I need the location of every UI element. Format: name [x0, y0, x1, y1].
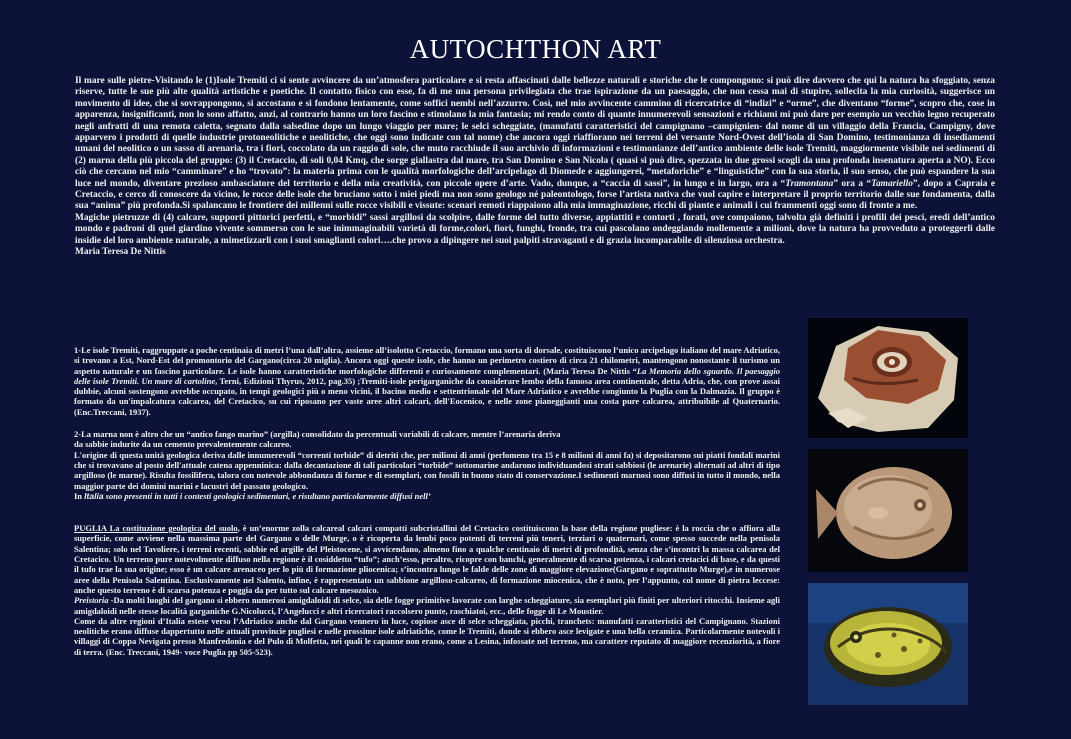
- fish-shaped-stone-photo: [808, 449, 968, 572]
- note-preistoria: Preistoria -Da molti luoghi del gargano si ebbero numerosi amigdaloidi di selce, sia delle fogge primitive lavorate con larghe scheggiature, sia esemplari più finiti per ulteriori ritocchi. Insieme agli amigdaloidi nelle stesse località garganiche G.Nicolucci, l’Angelucci e altri ricercatori raccolsero punte, raschiatoi, ecc., delle fogge di Le Moustier.: [74, 595, 780, 616]
- painted-stone-eye-photo: [808, 318, 968, 438]
- painted-stone-eye-image: [808, 318, 968, 438]
- intro-paragraph-1: Il mare sulle pietre-Visitando le (1)Isole Tremiti ci si sente avvincere da un’atmosfera particolare e si resta affascinati dalle bellezze naturali e storiche che le compongono: si può dire davvero che qui la natura ha sfoggiato, senza riserve, tutte le sue più alte qualità artistiche e poetiche. Il contatto fisico con esse, fa di me una persona privilegiata che trae ispirazione da un paesaggio, che non cessa mai di stupire, sollecita la mia curiosità, suggerisce un movimento di idee, che si sovrappongono, si accostano e si fondono lentamente, come soffici nembi nell’azzurro. Così, nel mio avvincente cammino di ricercatrice di “indizi” e “orme”, che diventano “forme”, scopro che, cose in apparenza, insignificanti, non lo sono affatto, anzi, al contrario hanno un loro fascino e stimolano la mia fantasia; mi rendo conto di quante innumerevoli sensazioni e richiami mi può dare per esempio un vecchio legno recuperato negli anfratti di una remota caletta, segnato dalla salsedine dopo un lungo viaggio per mare; le selci scheggiate, (manufatti caratteristici del campignano –campignien- dal nome di un villaggio della Francia, Campigny, dove apparvero i prodotti di quelle industrie protoneolitiche e neolitiche, che oggi sono indicate con tal nome) che ancora oggi riaffiorano nei terreni del versante Nord-Ovest dell’isola di San Domino, testimonianza di insediamenti umani del neolitico o un sasso di arenaria, tra i fiori, coccolato da un raggio di sole, che muto racchiude il suo archivio di informazioni e testimonianze dell’antico ambiente delle isole Tremiti, maggiormente visibile nei sedimenti di (2) marna della più piccola del gruppo: (3) il Cretaccio, di soli 0,04 Kmq, che sorge giallastra dal mare, tra San Domino e San Nicola ( quasi si può dire, spezzata in due grossi scogli da una profonda insenatura aperta a NO). Ecco ciò che cercano nel mio “camminare” e ho “trovato”: la materia prima con le qualità morfologiche dell’arcipelago di Diomede e aggiungerei, “metaforiche” e “linguistiche” con la sua storia, il suo senso, che può espandere la sua luce nel mondo, diventare prezioso ambasciatore del territorio e della mia creatività, con piccole opere d’arte. Vado, dunque, a “caccia di sassi”, in lungo e in largo, ora a “Tramontana” ora a “Tamariello”, dopo a Capraia e Cretaccio, e cerco di conoscere da vicino, le rocce delle isole che bruciano sotto i miei piedi ma non sono geologo né paleontologo, forse l’artista nativa che vuol capire e interpretare il proprio territorio dalle sue fondamenta, dalla sua “anima” più profonda.Si spalancano le frontiere dei millenni sulle rocce visibili e vissute: scenari remoti riappaiono alla mia immaginazione, ricchi di piante e animali i cui frammenti oggi sono di fronte a me.: [75, 76, 995, 212]
- intro-paragraph-2: Magiche pietruzze di (4) calcare, supporti pittorici perfetti, e “morbidi” sassi argillosi da scolpire, dalle forme del tutto diverse, appiattiti e contorti , forati, ove compaiono, talvolta già definiti i profili dei pesci, eredi dell’antico mondo e padroni di quel giardino vivente sommerso con le sue inimmaginabili varietà di forme,colori, fiori, funghi, fronde, tra cui pascolano ondeggiando mollemente a milioni, dove la natura ha provveduto a proteggerli dalle insidie del loro ambiente naturale, a mimetizzarli con i suoi smaglianti colori….che provo a dipingere nei suoi palpiti stravaganti e di grazia incomparabile di silenziosa orchestra.: [75, 212, 995, 246]
- note-campignano: Come da altre regioni d’Italia estese verso l’Adriatico anche dal Gargano vennero in luce, copiose asce di selce scheggiata, picchi, tranchets: manufatti caratteristici del Campignano. Stazioni neolitiche erano diffuse dappertutto nelle attuali provincie pugliesi e nelle prossime isole adriatiche, come le Tremiti, donde si ebbero asce levigate e una bella ceramica. Particolarmente notevoli i villaggi di Coppa Nevigata presso Manfredonia e del Pulo di Molfetta, nei quali le capanne non erano, come a Lesina, infossate nel terreno, ma carattere reputato di maggiore recenziorità, a fiore di terra. (Enc. Treccani, 1949- voce Puglia pp 505-523).: [74, 615, 780, 657]
- yellow-fish-stone-image: [808, 583, 968, 705]
- note-2-italia: In Italia sono presenti in tutti i contesti geologici sedimentari, e risultano particolarmente diffusi nell’: [74, 490, 431, 501]
- intro-text: [75, 76, 995, 259]
- note-1: 1-Le isole Tremiti, raggruppate a poche centinaia di metri l’una dall’altra, assieme all’isolotto Cretaccio, formano una sorta di dorsale, costituiscono l’unico arcipelago italiano del mare Adriatico, si trovano a Est, Nord-Est del promontorio del Gargano(circa 20 miglia). Ancora oggi queste isole, che hanno un perimetro costiero di circa 21 chilometri, mantengono nonostante il turismo un aspetto naturale e un fascino particolare. Le isole hanno caratteristiche morfologiche differenti e curiosamente complementari. (Maria Teresa De Nittis “La Memoria dello sguardo. Il paesaggio delle isole Tremiti. Un mare di cartoline, Terni, Edizioni Thyrus, 2012, pag.35) ;Tremiti-isole perigarganiche da considerare lembo della famosa area continentale, detta Adria, che, con prove assai dubbie, alcuni sostengono avrebbe occupato, in tempi geologici più o meno vicini, il bacino medio e settentrionale del Mare Adriatico e avrebbe congiunto la Puglia con la Dalmazia. Il gruppo è formato da un'impalcatura calcarea, del Cretacico, su cui riposano per vaste aree altri calcari, dell'Eocenico, e nelle zone pianeggianti una costa pure calcarea, attribuibile al Quaternario. (Enc.Treccani, 1937).: [74, 345, 781, 417]
- page-title: AUTOCHTHON ART: [409, 34, 662, 64]
- note-2-continued: L'origine di questa unità geologica deriva dalle innumerevoli “correnti torbide” di detriti che, per milioni di anni (perlomeno tra 15 e 8 milioni di anni fa) si depositarono sui piatti fondali marini che si trovavano al posto dell'attuale catena appenninica: dalla decantazione di tali particolari “torbide” sottomarine andarono individuandosi strati sabbiosi (le arenarie) alternati ad altri di tipo argilloso (le marne). Risulta fossilifera, talora con notevole abbondanza di forme e di esemplari, con fossili in buono stato di conservazione.I sedimenti marnosi sono diffusi in tutto il mondo, nella maggior parte dei domini marini e lacustri del passato geologico.: [74, 449, 780, 491]
- author-signature: Maria Teresa De Nittis: [75, 247, 166, 258]
- fish-stone-image: [808, 449, 968, 572]
- footnotes: [74, 345, 780, 657]
- note-2: 2-La marna non è altro che un “antico fango marino” (argilla) consolidato da percentuali variabili di calcare, mentre l’arenaria deriva da sabbie indurite da un cemento prevalentemente calcareo.: [74, 429, 561, 450]
- yellow-fish-stone-photo: [808, 583, 968, 705]
- note-puglia: PUGLIA La costituzione geologica del suolo, è un’enorme zolla calcareal calcari compatti subcristallini del Cretacico costituiscono la base della regione pugliese: è la roccia che o affiora alla superficie, come avviene nella massima parte del Gargano o delle Murge, o è ricoperta da lembi poco potenti di terreni più teneri, terziari o quaternari, come spesso succede nella penisola Salentina; solo nel Tavoliere, i terreni recenti, sabbie ed argille del Pleistocene, si avvicendano, almeno fino a qualche centinaio di metri di profondità, senza che s’incontri la massa calcarea del Cretacico. Un terreno pure notevolmente diffuso nella regione è il cosiddetto “tufo”; anch’esso, peraltro, ricopre con banchi, generalmente di scarsa potenza, i calcari cretacici di base, e da questi il tufo trae la sua origine; esso è un calcare arenaceo per lo più di formazione pliocenica; s’incontra lungo le falde delle zone di maggiore elevazione(Gargano e soprattutto Murge),e in numerose aree della Penisola Salentina. Esclusivamente nel Salento, infine, è rappresentato un sabbione argilloso-calcareo, di formazione miocenica, che è noto, per l’appunto, col nome di pietra leccese: anche questo terreno è di scarsa potenza e poggia da per tutto sul calcare mesozoico.: [74, 523, 780, 595]
